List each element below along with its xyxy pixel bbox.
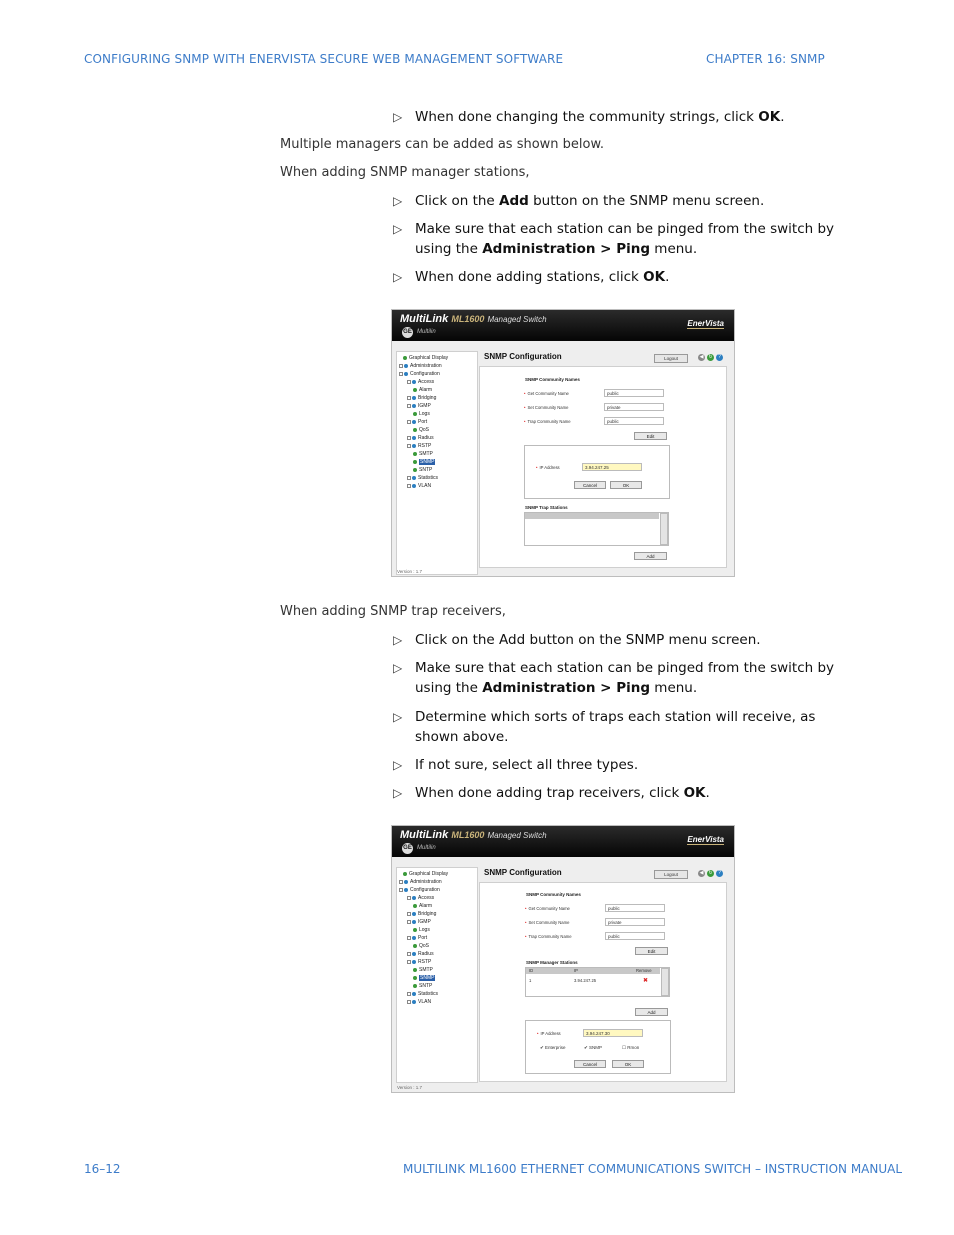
bullet-ping-station: ▷ Make sure that each station can be pinged from the switch by using the Administration > Ping menu.: [393, 221, 835, 257]
col-remove: Remove: [636, 968, 652, 973]
tree-smtp[interactable]: SMTP: [397, 450, 477, 458]
back-icon[interactable]: ◀: [699, 354, 704, 360]
triangle-bullet-icon: ▷: [393, 710, 403, 724]
enervista-logo: EnerVista: [687, 835, 724, 844]
bullet-click-add: ▷ Click on the Add button on the SNMP menu screen.: [393, 193, 765, 209]
triangle-bullet-icon: ▷: [393, 786, 403, 800]
trap-community-label: • Trap Community Name: [524, 419, 571, 424]
paragraph-multiple-managers: Multiple managers can be added as shown below.: [280, 137, 605, 152]
scrollbar[interactable]: [661, 968, 669, 996]
triangle-bullet-icon: ▷: [393, 222, 403, 236]
enervista-logo: EnerVista: [687, 319, 724, 328]
back-icon[interactable]: ◀: [699, 870, 704, 876]
expand-icon: [407, 912, 411, 916]
node-icon: [404, 880, 408, 884]
node-icon: [413, 388, 417, 392]
cancel-button[interactable]: Cancel: [574, 1060, 606, 1068]
tree-administration[interactable]: Administration: [397, 362, 477, 370]
tree-access[interactable]: Access: [397, 378, 477, 386]
node-icon: [413, 976, 417, 980]
node-icon: [412, 444, 416, 448]
ge-logo: GE: [402, 843, 413, 854]
expand-icon: [407, 920, 411, 924]
add-button[interactable]: Add: [635, 1008, 668, 1016]
node-icon: [413, 968, 417, 972]
tree-smtp[interactable]: SMTP: [397, 966, 477, 974]
expand-icon: [407, 444, 411, 448]
tree-graphical-display[interactable]: Graphical Display: [397, 354, 477, 362]
logout-button[interactable]: Logout: [654, 354, 688, 363]
node-icon: [412, 896, 416, 900]
tree-logs[interactable]: Logs: [397, 926, 477, 934]
tree-bridging[interactable]: Bridging: [397, 910, 477, 918]
node-icon: [412, 992, 416, 996]
node-icon: [403, 872, 407, 876]
set-community-input[interactable]: private: [604, 403, 664, 411]
node-icon: [412, 1000, 416, 1004]
set-community-label: • Set Community Name: [525, 920, 570, 925]
node-icon: [412, 936, 416, 940]
version-label: Version : 1.7: [397, 569, 423, 574]
enterprise-checkbox[interactable]: ✔ Enterprise: [540, 1045, 566, 1050]
tree-vlan[interactable]: VLAN: [397, 482, 477, 490]
help-icon[interactable]: ?: [716, 354, 723, 361]
tree-statistics[interactable]: Statistics: [397, 990, 477, 998]
node-icon: [413, 428, 417, 432]
bullet-click-add-trap: ▷ Click on the Add button on the SNMP menu screen.: [393, 632, 761, 648]
node-icon: [413, 944, 417, 948]
expand-icon: [407, 380, 411, 384]
ge-logo: GE: [402, 327, 413, 338]
ip-entry-box: [524, 445, 670, 499]
node-icon: [412, 404, 416, 408]
add-button[interactable]: Add: [634, 552, 667, 560]
triangle-bullet-icon: ▷: [393, 110, 403, 124]
app-banner: MultiLink ML1600 Managed Switch GE Multilin EnerVista: [392, 310, 734, 341]
tree-configuration[interactable]: Configuration: [397, 370, 477, 378]
tree-qos[interactable]: QoS: [397, 942, 477, 950]
page-title: SNMP Configuration: [484, 868, 562, 877]
triangle-bullet-icon: ▷: [393, 270, 403, 284]
ip-address-input[interactable]: 3.94.247.25: [582, 463, 642, 471]
tree-statistics[interactable]: Statistics: [397, 474, 477, 482]
tree-radius[interactable]: Radius: [397, 950, 477, 958]
node-icon: [413, 984, 417, 988]
get-community-input[interactable]: public: [605, 904, 665, 912]
trap-community-input[interactable]: public: [604, 417, 664, 425]
expand-icon: [407, 436, 411, 440]
ip-address-input[interactable]: 3.94.247.30: [583, 1029, 643, 1037]
trap-stations-header: [525, 513, 659, 519]
get-community-input[interactable]: public: [604, 389, 664, 397]
bullet-done-stations: ▷ When done adding stations, click OK.: [393, 269, 670, 285]
refresh-icon[interactable]: ↻: [708, 354, 713, 360]
node-icon: [412, 380, 416, 384]
community-names-title: SNMP Community Names: [526, 892, 581, 897]
tree-radius[interactable]: Radius: [397, 434, 477, 442]
tree-alarm[interactable]: Alarm: [397, 386, 477, 394]
node-icon: [413, 412, 417, 416]
expand-icon: [407, 476, 411, 480]
help-icon[interactable]: ?: [716, 870, 723, 877]
node-icon: [412, 920, 416, 924]
running-header-section: CONFIGURING SNMP WITH ENERVISTA SECURE WEB MANAGEMENT SOFTWARE: [84, 52, 564, 66]
set-community-label: • Set Community Name: [524, 405, 569, 410]
get-community-label: • Get Community Name: [524, 391, 569, 396]
bullet-trap-types: ▷ Determine which sorts of traps each station will receive, as shown above.: [393, 709, 816, 745]
tree-igmp[interactable]: IGMP: [397, 402, 477, 410]
page-number: 16–12: [84, 1162, 121, 1176]
expand-icon: [399, 364, 403, 368]
tree-igmp[interactable]: IGMP: [397, 918, 477, 926]
cancel-button[interactable]: Cancel: [574, 481, 606, 489]
tree-rstp[interactable]: RSTP: [397, 958, 477, 966]
tree-access[interactable]: Access: [397, 894, 477, 902]
tree-configuration[interactable]: Configuration: [397, 886, 477, 894]
ok-button[interactable]: OK: [610, 481, 642, 489]
tree-administration[interactable]: Administration: [397, 878, 477, 886]
triangle-bullet-icon: ▷: [393, 758, 403, 772]
refresh-icon[interactable]: ↻: [708, 870, 713, 876]
node-icon: [412, 420, 416, 424]
row-ip: 3.94.247.25: [574, 978, 597, 983]
tree-rstp[interactable]: RSTP: [397, 442, 477, 450]
trap-community-label: • Trap Community Name: [525, 934, 572, 939]
node-icon: [404, 372, 408, 376]
nav-tree: [397, 868, 477, 1006]
col-ip: IP: [574, 968, 578, 973]
logout-button[interactable]: Logout: [654, 870, 688, 879]
tree-logs[interactable]: Logs: [397, 410, 477, 418]
nav-tree-panel: [396, 351, 478, 575]
tree-snmp[interactable]: SNMP: [397, 458, 477, 466]
node-icon: [412, 396, 416, 400]
tree-port[interactable]: Port: [397, 934, 477, 942]
tree-graphical-display[interactable]: Graphical Display: [397, 870, 477, 878]
version-label: Version : 1.7: [397, 1085, 423, 1090]
node-icon: [413, 928, 417, 932]
expand-icon: [407, 896, 411, 900]
remove-icon[interactable]: ✖: [643, 978, 649, 984]
page-title: SNMP Configuration: [484, 352, 562, 361]
get-community-label: • Get Community Name: [525, 906, 570, 911]
running-footer-title: MULTILINK ML1600 ETHERNET COMMUNICATIONS SWITCH – INSTRUCTION MANUAL: [403, 1162, 903, 1176]
expand-icon: [407, 404, 411, 408]
paragraph-adding-trap-receivers: When adding SNMP trap receivers,: [280, 604, 506, 619]
nav-tree: [397, 352, 477, 490]
tree-snmp[interactable]: SNMP: [397, 974, 477, 982]
node-icon: [413, 904, 417, 908]
expand-icon: [407, 960, 411, 964]
ip-address-label: • IP Address: [536, 465, 560, 470]
trap-stations-title: SNMP Trap Stations: [525, 505, 568, 510]
set-community-input[interactable]: private: [605, 918, 665, 926]
screenshot-snmp-trap: [391, 825, 735, 1093]
tree-sntp[interactable]: SNTP: [397, 982, 477, 990]
node-icon: [412, 952, 416, 956]
col-id: ID: [529, 968, 534, 973]
expand-icon: [407, 992, 411, 996]
tree-qos[interactable]: QoS: [397, 426, 477, 434]
node-icon: [403, 356, 407, 360]
triangle-bullet-icon: ▷: [393, 661, 403, 675]
bullet-ping-trap: ▷ Make sure that each station can be pinged from the switch by using the Administration > Ping menu.: [393, 660, 835, 696]
expand-icon: [407, 420, 411, 424]
expand-icon: [407, 484, 411, 488]
collapse-icon: [399, 888, 403, 892]
triangle-bullet-icon: ▷: [393, 633, 403, 647]
node-icon: [412, 436, 416, 440]
triangle-bullet-icon: ▷: [393, 194, 403, 208]
screenshot-snmp-community: [391, 309, 735, 577]
manager-stations-title: SNMP Manager Stations: [526, 960, 578, 965]
app-banner: MultiLink ML1600 Managed Switch GE Multilin EnerVista: [392, 826, 734, 857]
collapse-icon: [399, 372, 403, 376]
rmon-checkbox[interactable]: ☐ Rmon: [622, 1045, 640, 1050]
snmp-checkbox[interactable]: ✔ SNMP: [584, 1045, 603, 1050]
ip-address-label: • IP Address: [537, 1031, 561, 1036]
expand-icon: [407, 936, 411, 940]
bullet-select-all: ▷ If not sure, select all three types.: [393, 757, 639, 773]
node-icon: [413, 460, 417, 464]
expand-icon: [399, 880, 403, 884]
node-icon: [413, 468, 417, 472]
row-id: 1: [529, 978, 532, 983]
tree-vlan[interactable]: VLAN: [397, 998, 477, 1006]
expand-icon: [407, 1000, 411, 1004]
community-names-title: SNMP Community Names: [525, 377, 580, 382]
scrollbar[interactable]: [660, 513, 668, 545]
node-icon: [412, 476, 416, 480]
node-icon: [404, 364, 408, 368]
node-icon: [412, 484, 416, 488]
tree-bridging[interactable]: Bridging: [397, 394, 477, 402]
bullet-done-trap: ▷ When done adding trap receivers, click OK.: [393, 785, 710, 801]
nav-tree-panel: [396, 867, 478, 1083]
edit-button[interactable]: Edit: [634, 432, 667, 440]
node-icon: [412, 960, 416, 964]
edit-button[interactable]: Edit: [635, 947, 668, 955]
running-header-chapter: CHAPTER 16: SNMP: [706, 52, 825, 66]
expand-icon: [407, 396, 411, 400]
bullet-done-community: ▷ When done changing the community strings, click OK.: [393, 109, 785, 125]
node-icon: [412, 912, 416, 916]
tree-port[interactable]: Port: [397, 418, 477, 426]
paragraph-adding-managers: When adding SNMP manager stations,: [280, 165, 530, 180]
tree-alarm[interactable]: Alarm: [397, 902, 477, 910]
tree-sntp[interactable]: SNTP: [397, 466, 477, 474]
ok-button[interactable]: OK: [612, 1060, 644, 1068]
expand-icon: [407, 952, 411, 956]
trap-community-input[interactable]: public: [605, 932, 665, 940]
node-icon: [404, 888, 408, 892]
node-icon: [413, 452, 417, 456]
